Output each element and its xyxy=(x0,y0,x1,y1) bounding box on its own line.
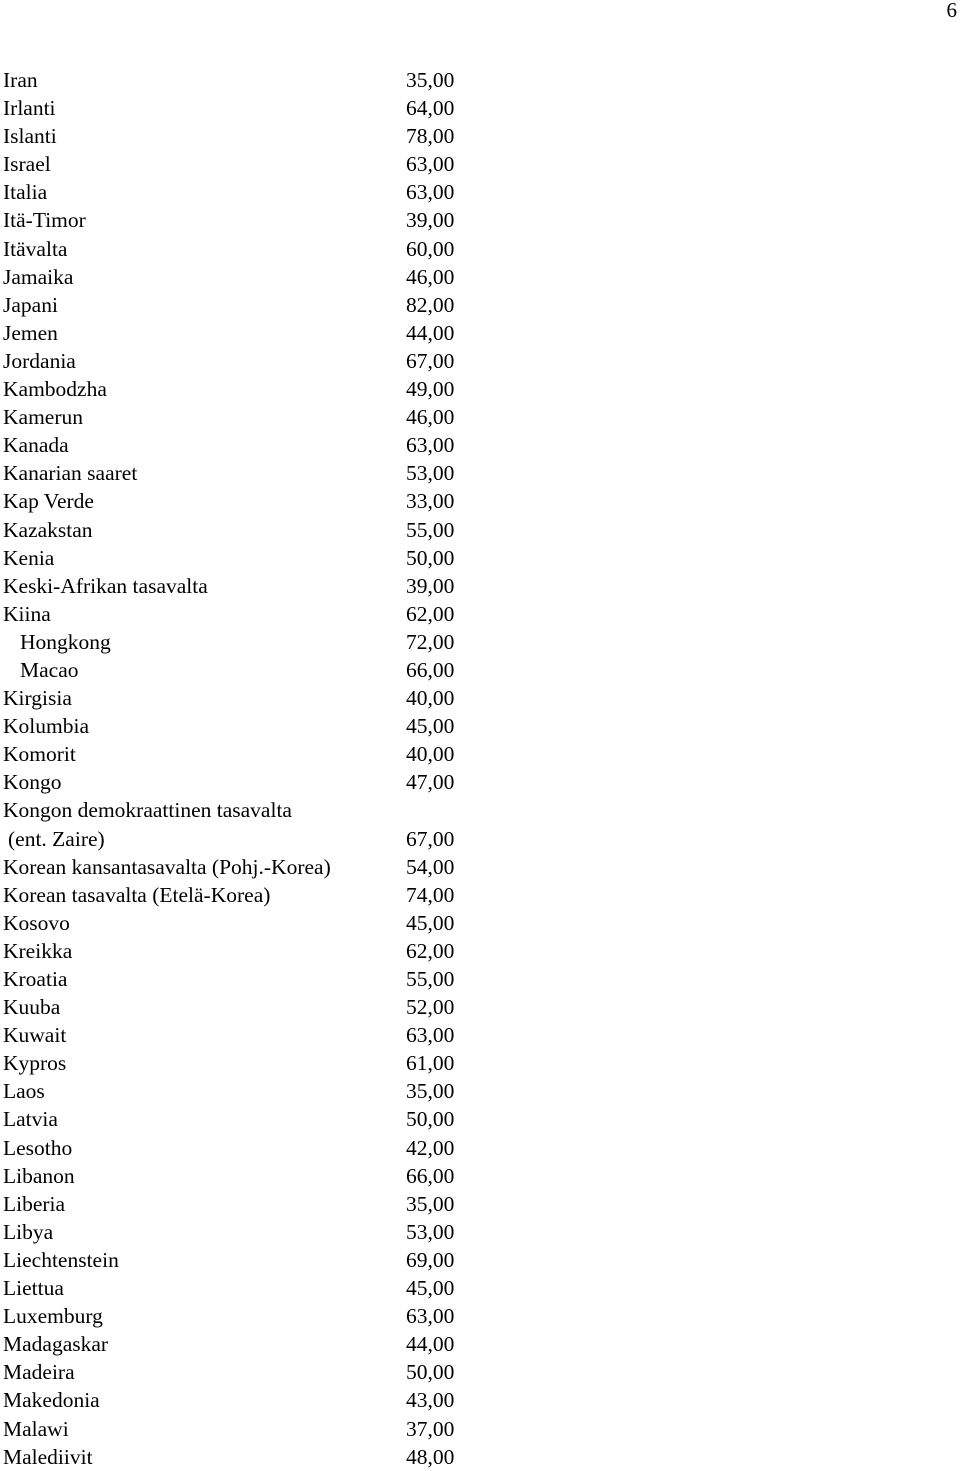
country-name: Kanarian saaret xyxy=(3,461,138,486)
list-row xyxy=(3,740,473,768)
list-row xyxy=(3,150,473,178)
country-value: 50,00 xyxy=(406,1360,455,1385)
country-value: 62,00 xyxy=(406,601,455,626)
country-value: 63,00 xyxy=(406,180,455,205)
country-name: Madeira xyxy=(3,1360,75,1385)
country-name: Latvia xyxy=(3,1107,58,1132)
country-value: 60,00 xyxy=(406,236,455,261)
country-name: Kambodzha xyxy=(3,377,107,402)
country-name: Kuwait xyxy=(3,1023,67,1048)
list-row xyxy=(3,94,473,122)
country-name: Kroatia xyxy=(3,967,68,991)
country-value: 63,00 xyxy=(406,152,455,177)
list-row xyxy=(3,1386,473,1414)
country-name: Malawi xyxy=(3,1416,69,1441)
list-row xyxy=(3,628,473,656)
country-name: Keski-Afrikan tasavalta xyxy=(3,573,208,598)
list-row xyxy=(3,431,473,459)
list-row xyxy=(3,853,473,881)
list-row xyxy=(3,544,473,572)
country-name: Laos xyxy=(3,1079,45,1104)
list-row xyxy=(3,1358,473,1386)
country-name: Italia xyxy=(3,180,48,205)
list-row xyxy=(3,825,473,853)
list-row xyxy=(3,1077,473,1105)
list-row xyxy=(3,1443,473,1471)
country-value: 39,00 xyxy=(406,573,455,598)
list-row xyxy=(3,600,473,628)
country-value: 50,00 xyxy=(406,1107,455,1132)
list-row xyxy=(3,572,473,600)
list-row xyxy=(3,291,473,319)
list-row xyxy=(3,347,473,375)
country-value: 53,00 xyxy=(406,461,455,486)
list-row xyxy=(3,1415,473,1443)
country-name: Liberia xyxy=(3,1191,66,1216)
country-name: Irlanti xyxy=(3,96,56,121)
country-value: 67,00 xyxy=(406,348,455,373)
country-value: 42,00 xyxy=(406,1135,455,1160)
country-name: Makedonia xyxy=(3,1388,100,1413)
list-row xyxy=(3,375,473,403)
country-name: Kamerun xyxy=(3,405,83,430)
country-name: Liettua xyxy=(3,1276,64,1301)
list-row xyxy=(3,1162,473,1190)
list-row xyxy=(3,487,473,515)
list-row xyxy=(3,684,473,712)
list-row xyxy=(3,459,473,487)
country-name: Hongkong xyxy=(20,629,111,654)
list-row xyxy=(3,235,473,263)
country-name: Jamaika xyxy=(3,264,74,289)
country-value: 44,00 xyxy=(406,320,455,345)
country-value: 45,00 xyxy=(406,714,455,739)
list-row xyxy=(3,1105,473,1133)
country-value: 39,00 xyxy=(406,208,455,233)
country-name: Komorit xyxy=(3,742,76,767)
country-value: 63,00 xyxy=(406,433,455,458)
country-value: 74,00 xyxy=(406,882,455,907)
country-value: 45,00 xyxy=(406,1276,455,1301)
country-value: 48,00 xyxy=(406,1444,455,1469)
list-row xyxy=(3,1218,473,1246)
page-number: 6 xyxy=(946,0,957,22)
country-name: Jemen xyxy=(3,320,58,345)
country-value: 72,00 xyxy=(406,629,455,654)
list-row xyxy=(3,1021,473,1049)
country-name: Kiina xyxy=(3,601,51,626)
list-row xyxy=(3,66,473,94)
country-value: 44,00 xyxy=(406,1332,455,1357)
country-name: Itävalta xyxy=(3,236,68,261)
country-name: Libya xyxy=(3,1219,54,1244)
list-row xyxy=(3,263,473,291)
country-value: 63,00 xyxy=(406,1304,455,1329)
country-value: 47,00 xyxy=(406,770,455,795)
country-name: Jordania xyxy=(3,348,76,373)
country-name: Libanon xyxy=(3,1163,75,1188)
list-row xyxy=(3,206,473,234)
country-value: 35,00 xyxy=(406,68,455,92)
country-name: Islanti xyxy=(3,124,57,149)
list-row xyxy=(3,403,473,431)
list-row xyxy=(3,796,473,824)
country-value: 61,00 xyxy=(406,1051,455,1076)
country-name: Kazakstan xyxy=(3,517,93,542)
country-name: Kanada xyxy=(3,433,69,458)
country-value: 33,00 xyxy=(406,489,455,514)
country-value: 55,00 xyxy=(406,517,455,542)
list-row xyxy=(3,937,473,965)
country-name: Macao xyxy=(20,657,79,682)
country-value: 46,00 xyxy=(406,264,455,289)
list-row xyxy=(3,881,473,909)
country-value: 62,00 xyxy=(406,938,455,963)
list-row xyxy=(3,656,473,684)
country-value: 37,00 xyxy=(406,1416,455,1441)
country-value: 55,00 xyxy=(406,967,455,991)
country-name: (ent. Zaire) xyxy=(8,826,105,851)
list-row xyxy=(3,712,473,740)
country-value: 66,00 xyxy=(406,1163,455,1188)
country-value: 46,00 xyxy=(406,405,455,430)
country-name: Kirgisia xyxy=(3,686,72,711)
list-row xyxy=(3,1190,473,1218)
list-row xyxy=(3,1302,473,1330)
country-name: Kreikka xyxy=(3,938,73,963)
country-name: Japani xyxy=(3,292,58,317)
country-value: 53,00 xyxy=(406,1219,455,1244)
list-row xyxy=(3,1134,473,1162)
country-name: Liechtenstein xyxy=(3,1247,119,1272)
country-value: 43,00 xyxy=(406,1388,455,1413)
country-name: Kongon demokraattinen tasavalta xyxy=(3,798,292,823)
country-name: Korean kansantasavalta (Pohj.-Korea) xyxy=(3,854,331,879)
country-value: 69,00 xyxy=(406,1247,455,1272)
country-name: Kolumbia xyxy=(3,714,89,739)
list-row xyxy=(3,993,473,1021)
list-row xyxy=(3,909,473,937)
list-row xyxy=(3,768,473,796)
country-name: Madagaskar xyxy=(3,1332,109,1357)
list-row xyxy=(3,1246,473,1274)
list-row xyxy=(3,1274,473,1302)
country-name: Kenia xyxy=(3,545,55,570)
country-name: Malediivit xyxy=(3,1444,93,1469)
country-value: 49,00 xyxy=(406,377,455,402)
country-value: 35,00 xyxy=(406,1191,455,1216)
country-name: Itä-Timor xyxy=(3,208,86,233)
country-value: 45,00 xyxy=(406,910,455,935)
country-name: Israel xyxy=(3,152,51,177)
country-value: 67,00 xyxy=(406,826,455,851)
country-value: 64,00 xyxy=(406,96,455,121)
country-value: 78,00 xyxy=(406,124,455,149)
country-name: Luxemburg xyxy=(3,1304,103,1329)
country-value-list xyxy=(3,66,473,1471)
country-name: Iran xyxy=(3,68,38,92)
list-row xyxy=(3,1049,473,1077)
country-value: 50,00 xyxy=(406,545,455,570)
list-row xyxy=(3,122,473,150)
list-row xyxy=(3,516,473,544)
list-row xyxy=(3,319,473,347)
country-value: 40,00 xyxy=(406,742,455,767)
country-value: 66,00 xyxy=(406,657,455,682)
list-row xyxy=(3,965,473,993)
country-name: Lesotho xyxy=(3,1135,73,1160)
country-name: Korean tasavalta (Etelä-Korea) xyxy=(3,882,271,907)
country-name: Kuuba xyxy=(3,995,61,1020)
country-value: 35,00 xyxy=(406,1079,455,1104)
country-value: 54,00 xyxy=(406,854,455,879)
country-value: 63,00 xyxy=(406,1023,455,1048)
country-name: Kap Verde xyxy=(3,489,94,514)
country-value: 82,00 xyxy=(406,292,455,317)
country-value: 52,00 xyxy=(406,995,455,1020)
list-row xyxy=(3,1330,473,1358)
country-name: Kosovo xyxy=(3,910,70,935)
country-name: Kypros xyxy=(3,1051,67,1076)
list-row xyxy=(3,178,473,206)
country-name: Kongo xyxy=(3,770,62,795)
country-value: 40,00 xyxy=(406,686,455,711)
